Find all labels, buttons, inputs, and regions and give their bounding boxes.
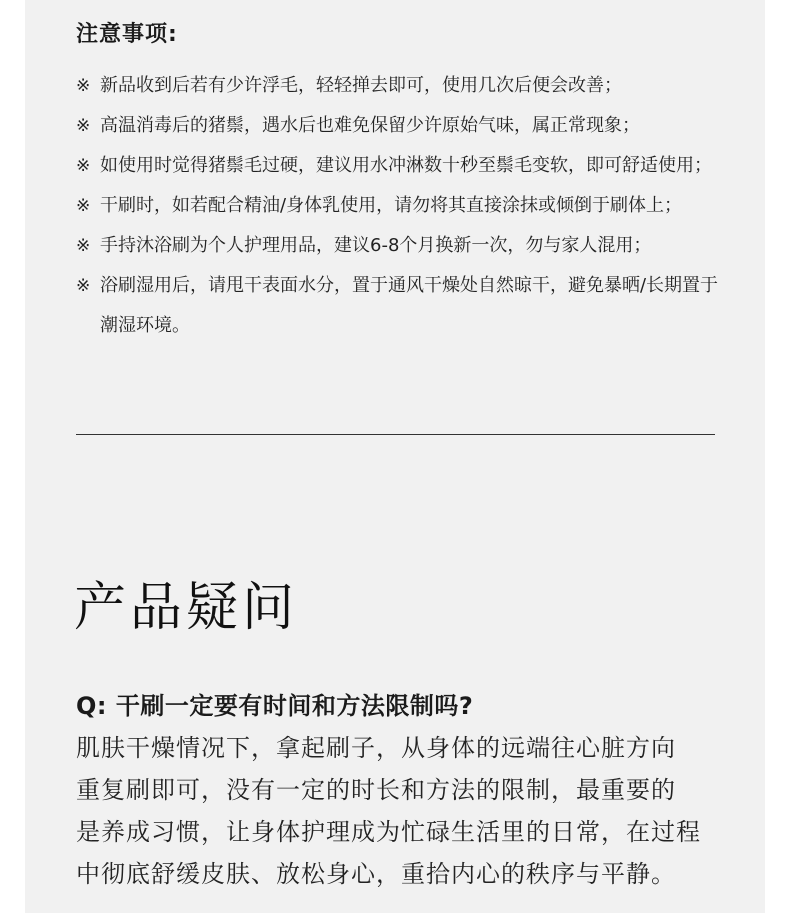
- notes-title: 注意事项:: [76, 22, 178, 47]
- faq-question: Q: 干刷一定要有时间和方法限制吗?: [76, 692, 474, 720]
- reference-mark-icon: ※: [76, 276, 91, 296]
- note-item: [76, 186, 726, 226]
- note-item: [76, 226, 726, 266]
- reference-mark-icon: ※: [76, 156, 91, 176]
- reference-mark-icon: ※: [76, 76, 91, 96]
- note-text: 手持沐浴刷为个人护理用品，建议6-8个月换新一次，勿与家人混用；: [100, 235, 652, 256]
- note-text: 新品收到后若有少许浮毛，轻轻掸去即可，使用几次后便会改善；: [100, 75, 622, 96]
- faq-answer: [76, 727, 721, 895]
- note-item: [76, 106, 726, 146]
- note-item: [76, 146, 726, 186]
- note-item: [76, 66, 726, 106]
- faq-answer-line: 重复刷即可，没有一定的时长和方法的限制，最重要的: [76, 776, 676, 804]
- reference-mark-icon: ※: [76, 196, 91, 216]
- note-text: 如使用时觉得猪鬃毛过硬，建议用水冲淋数十秒至鬃毛变软，即可舒适使用；: [100, 155, 712, 176]
- faq-answer-line: 是养成习惯，让身体护理成为忙碌生活里的日常，在过程: [76, 818, 701, 846]
- note-text: 浴刷湿用后，请甩干表面水分，置于通风干燥处自然晾干，避免暴晒/长期置于潮湿环境。: [100, 275, 719, 336]
- faq-answer-line: 肌肤干燥情况下，拿起刷子，从身体的远端往心脏方向: [76, 734, 676, 762]
- section-divider: [76, 434, 715, 435]
- note-text: 高温消毒后的猪鬃，遇水后也难免保留少许原始气味，属正常现象；: [100, 115, 640, 136]
- faq-section-title: 产品疑问: [74, 578, 299, 638]
- faq-answer-line: 中彻底舒缓皮肤、放松身心，重拾内心的秩序与平静。: [76, 860, 676, 888]
- reference-mark-icon: ※: [76, 236, 91, 256]
- reference-mark-icon: ※: [76, 116, 91, 136]
- note-item: [76, 266, 726, 346]
- notes-list: [76, 66, 726, 346]
- note-text: 干刷时，如若配合精油/身体乳使用，请勿将其直接涂抹或倾倒于刷体上；: [100, 195, 683, 216]
